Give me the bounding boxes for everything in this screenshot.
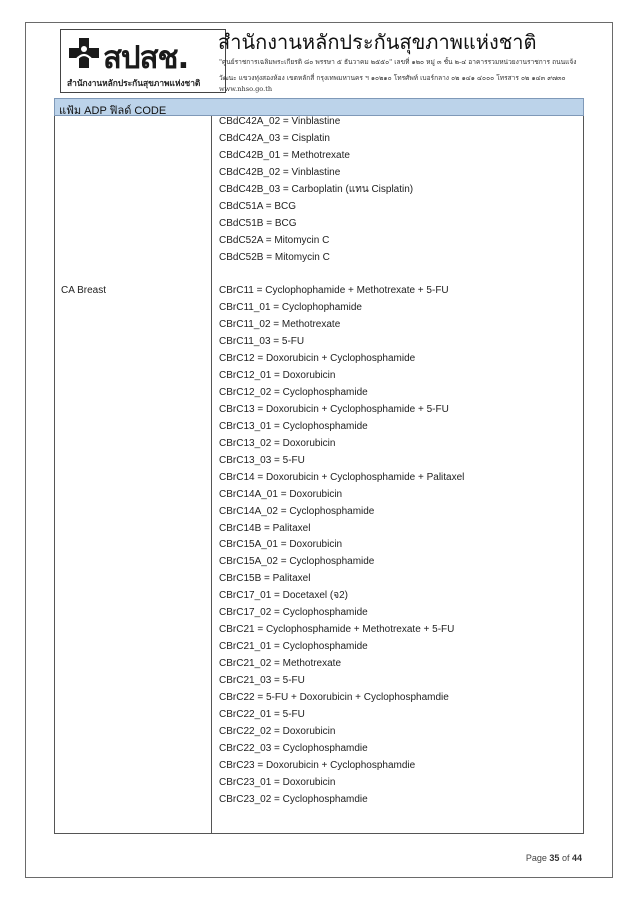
code-entry: CBrC15B = Palitaxel — [219, 573, 311, 585]
code-entry: CBrC17_01 = Docetaxel (จ2) — [219, 590, 348, 602]
section-title: แฟ้ม ADP ฟิลด์ CODE — [59, 105, 167, 117]
code-entry: CBdC42A_02 = Vinblastine — [219, 116, 341, 127]
nhso-logo — [60, 29, 226, 93]
code-entry: CBrC13_02 = Doxorubicin — [219, 437, 336, 449]
group-label: CA Breast — [61, 285, 107, 296]
code-entry: CBrC22_01 = 5-FU — [219, 708, 305, 720]
code-entry: CBrC15A_01 = Doxorubicin — [219, 539, 343, 551]
code-entry — [219, 266, 464, 283]
code-entry: CBrC12_01 = Doxorubicin — [219, 370, 336, 382]
code-entry: CBrC23_02 = Cyclophosphamdie — [219, 793, 368, 805]
page-current: 35 — [549, 853, 560, 863]
page-frame — [25, 22, 613, 878]
code-entry: CBrC22_03 = Cyclophosphamdie — [219, 742, 368, 754]
address-line-1: "ศูนย์ราชการเฉลิมพระเกียรติ ๘๐ พรรษา ๕ ธันวาคม ๒๕๕๐" เลขที่ ๑๒๐ หมู่ ๓ ชั้น ๒-๔ อาคารรวมหน่วยงานราชการ ถนนแจ้ง — [219, 58, 577, 66]
code-entry: CBdC52B = Mitomycin C — [219, 251, 330, 263]
code-entry: CBrC23 = Doxorubicin + Cyclophosphamdie — [219, 759, 416, 771]
letterhead — [26, 23, 612, 97]
code-entry: CBdC42B_02 = Vinblastine — [219, 166, 341, 178]
code-entry: CBrC14B = Palitaxel — [219, 522, 311, 534]
code-entry: CBrC11_03 = 5-FU — [219, 336, 305, 348]
address-line-2: วัฒนะ แขวงทุ่งสองห้อง เขตหลักสี่ กรุงเทพมหานคร ฯ ๑๐๒๑๐ โทรศัพท์ เบอร์กลาง ๐๒ ๑๔๑ ๔๐๐๐ โทรสาร ๐๒ ๑๔๓ ๙๗๓๐ — [219, 74, 566, 82]
code-entry: CBrC23_01 = Doxorubicin — [219, 776, 336, 788]
page-number — [526, 853, 582, 863]
code-entry: CBrC11_02 = Methotrexate — [219, 319, 341, 331]
website-text: www.nhso.go.th — [219, 85, 273, 93]
code-entry: CBdC52A = Mitomycin C — [219, 234, 330, 246]
code-entry: CBrC11_01 = Cyclophophamide — [219, 302, 362, 314]
code-entry: CBdC42B_03 = Carboplatin (แทน Cisplatin) — [219, 183, 414, 195]
code-entry: CBrC22_02 = Doxorubicin — [219, 725, 336, 737]
column-divider — [211, 116, 212, 834]
code-entry: CBrC14 = Doxorubicin + Cyclophosphamide + Palitaxel — [219, 471, 465, 483]
code-entry: CBrC17_02 = Cyclophosphamide — [219, 607, 368, 619]
code-entry: CBdC51B = BCG — [219, 217, 297, 229]
code-entry: CBrC21_03 = 5-FU — [219, 674, 305, 686]
code-entry: CBdC42B_01 = Methotrexate — [219, 149, 350, 161]
code-entry: CBrC21_01 = Cyclophosphamide — [219, 641, 368, 653]
code-entry: CBdC42A_03 = Cisplatin — [219, 132, 330, 144]
code-entry: CBrC22 = 5-FU + Doxorubicin + Cyclophosphamdie — [219, 691, 449, 703]
page-word: Page — [525, 853, 547, 863]
code-entry: CBrC13_01 = Cyclophosphamide — [219, 420, 368, 432]
code-entry: CBrC15A_02 = Cyclophosphamide — [219, 556, 375, 568]
code-entry: CBrC21 = Cyclophosphamide + Methotrexate + 5-FU — [219, 624, 455, 636]
organization-title: สำนักงานหลักประกันสุขภาพแห่งชาติ — [218, 30, 537, 54]
logo-wordmark: สปสช. — [103, 40, 189, 76]
code-entry: CBrC14A_01 = Doxorubicin — [219, 488, 343, 500]
logo-subtitle: สำนักงานหลักประกันสุขภาพแห่งชาติ — [67, 78, 201, 88]
nhso-emblem-icon — [67, 36, 101, 70]
code-entry: CBrC12_02 = Cyclophosphamide — [219, 387, 368, 398]
code-entry: CBrC13_03 = 5-FU — [219, 454, 305, 466]
code-entry: CBrC13 = Doxorubicin + Cyclophosphamide + 5-FU — [219, 403, 449, 415]
code-table — [54, 116, 584, 834]
page-of: of — [561, 853, 570, 863]
page-total: 44 — [571, 853, 582, 863]
code-entry: CBdC51A = BCG — [219, 200, 296, 212]
code-entry: CBrC21_02 = Methotrexate — [219, 658, 342, 669]
code-list — [219, 114, 464, 808]
code-entry: CBrC14A_02 = Cyclophosphamide — [219, 505, 375, 517]
code-entry: CBrC11 = Cyclophophamide + Methotrexate + 5-FU — [219, 285, 449, 297]
code-entry: CBrC12 = Doxorubicin + Cyclophosphamide — [219, 353, 416, 365]
